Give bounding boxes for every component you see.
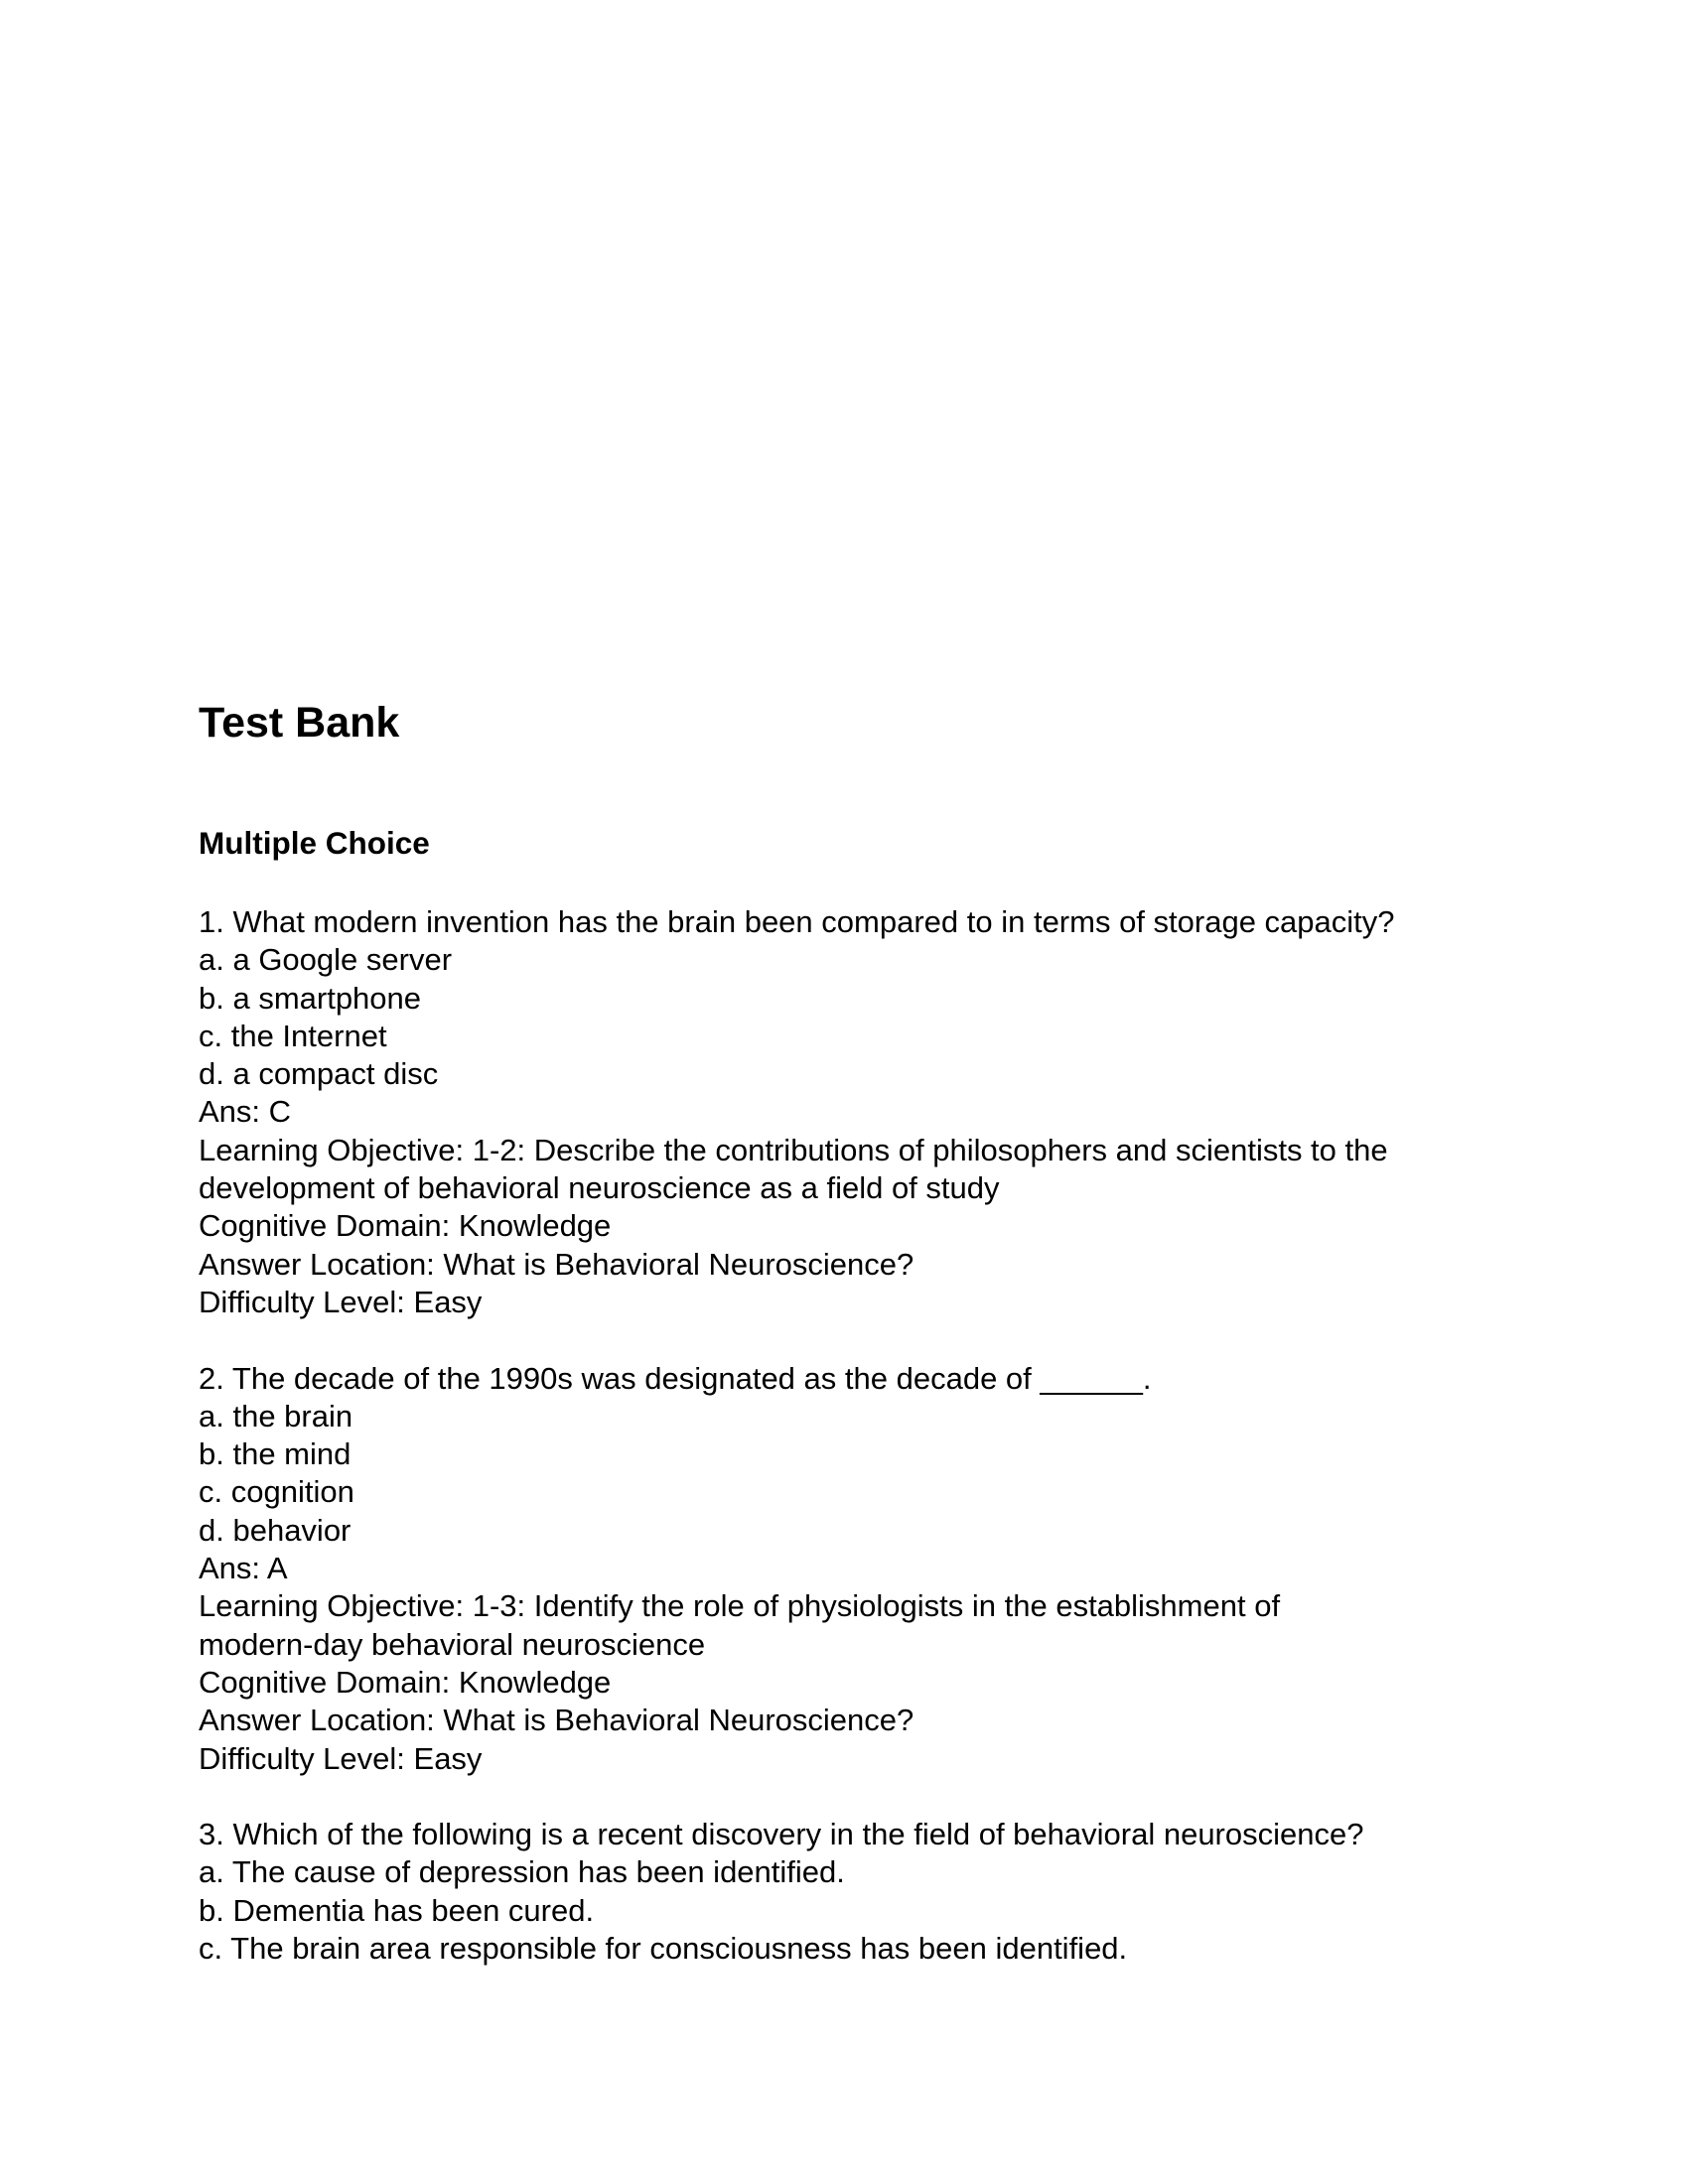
- answer-location: Answer Location: What is Behavioral Neuroscience?: [199, 1246, 914, 1282]
- answer-option-a: a. The cause of depression has been identified.: [199, 1854, 845, 1890]
- answer-option-b: b. Dementia has been cured.: [199, 1892, 595, 1928]
- answer-option-b: b. the mind: [199, 1436, 352, 1472]
- question-3: [199, 1816, 1589, 1968]
- learning-objective-line-2: modern-day behavioral neuroscience: [199, 1626, 706, 1662]
- answer-option-a: a. the brain: [199, 1398, 353, 1433]
- answer-option-c: c. cognition: [199, 1474, 354, 1510]
- cognitive-domain: Cognitive Domain: Knowledge: [199, 1208, 612, 1244]
- correct-answer: Ans: C: [199, 1094, 292, 1130]
- correct-answer: Ans: A: [199, 1551, 288, 1586]
- answer-option-d: d. a compact disc: [199, 1056, 439, 1092]
- answer-location: Answer Location: What is Behavioral Neuroscience?: [199, 1703, 914, 1738]
- answer-option-c: c. the Internet: [199, 1018, 387, 1053]
- answer-option-d: d. behavior: [199, 1512, 352, 1548]
- question-2: [199, 1360, 1589, 1778]
- answer-option-c: c. The brain area responsible for consciousness has been identified.: [199, 1931, 1128, 1967]
- question-list: [199, 903, 1589, 2006]
- difficulty-level: Difficulty Level: Easy: [199, 1284, 483, 1319]
- document-title: Test Bank: [199, 699, 400, 747]
- learning-objective-line-1: Learning Objective: 1-3: Identify the role of physiologists in the establishment of: [199, 1588, 1281, 1624]
- question-stem: 3. Which of the following is a recent discovery in the field of behavioral neuroscience?: [199, 1817, 1364, 1852]
- cognitive-domain: Cognitive Domain: Knowledge: [199, 1664, 612, 1700]
- answer-option-a: a. a Google server: [199, 942, 453, 978]
- question-stem: 1. What modern invention has the brain been compared to in terms of storage capacity?: [199, 904, 1395, 939]
- learning-objective-line-1: Learning Objective: 1-2: Describe the contributions of philosophers and scientists to the: [199, 1132, 1388, 1167]
- question-stem: 2. The decade of the 1990s was designated as the decade of ______.: [199, 1360, 1152, 1396]
- learning-objective-line-2: development of behavioral neuroscience as a field of study: [199, 1170, 1000, 1206]
- section-heading-multiple-choice: Multiple Choice: [199, 825, 430, 861]
- answer-option-b: b. a smartphone: [199, 980, 422, 1016]
- difficulty-level: Difficulty Level: Easy: [199, 1740, 483, 1776]
- question-1: [199, 903, 1589, 1321]
